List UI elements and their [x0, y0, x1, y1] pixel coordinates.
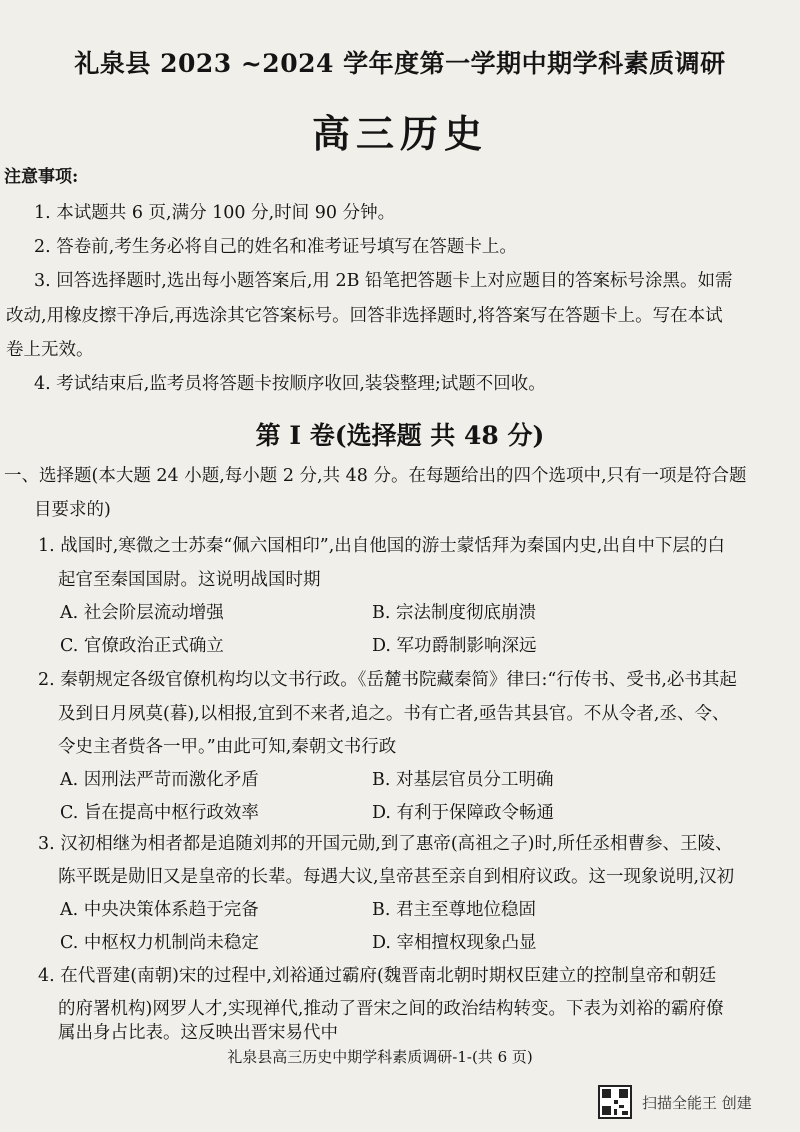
option-c: C. 中枢权力机制尚未稳定 [60, 933, 259, 953]
question-text: 起官至秦国国尉。这说明战国时期 [58, 570, 321, 590]
section-title: 第 I 卷(选择题 共 48 分) [255, 421, 545, 450]
section-intro: 目要求的) [34, 500, 111, 520]
question-text: 1. 战国时,寒微之士苏秦“佩六国相印”,出自他国的游士蒙恬拜为秦国内史,出自中下层的白 [38, 536, 725, 556]
exam-title: 礼泉县 2023 ~2024 学年度第一学期中期学科素质调研 [74, 49, 726, 78]
question-text: 令史主者赀各一甲。”由此可知,秦朝文书行政 [58, 737, 397, 757]
question-text: 及到日月夙莫(暮),以相报,宜到不来者,追之。书有亡者,亟告其县官。不从令者,丞、令、 [58, 704, 730, 724]
option-a: A. 社会阶层流动增强 [60, 603, 224, 623]
notes-title: 注意事项: [4, 167, 79, 187]
question-text: 3. 汉初相继为相者都是追随刘邦的开国元勋,到了惠帝(高祖之子)时,所任丞相曹参、王陵、 [38, 834, 733, 854]
note-line: 3. 回答选择题时,选出每小题答案后,用 2B 铅笔把答题卡上对应题目的答案标号涂黑。如需 [34, 271, 733, 291]
question-text: 陈平既是勋旧又是皇帝的长辈。每遇大议,皇帝甚至亲自到相府议政。这一现象说明,汉初 [58, 867, 735, 887]
question-text: 4. 在代晋建(南朝)宋的过程中,刘裕通过霸府(魏晋南北朝时期权臣建立的控制皇帝和朝廷 [38, 966, 717, 986]
note-line: 2. 答卷前,考生务必将自己的姓名和准考证号填写在答题卡上。 [34, 237, 517, 257]
option-c: C. 旨在提高中枢行政效率 [60, 803, 259, 823]
option-d: D. 宰相擅权现象凸显 [372, 933, 537, 953]
option-d: D. 有利于保障政令畅通 [372, 803, 555, 823]
option-b: B. 对基层官员分工明确 [372, 770, 554, 790]
qr-code-icon [598, 1085, 632, 1119]
question-text: 2. 秦朝规定各级官僚机构均以文书行政。《岳麓书院藏秦简》律曰:“行传书、受书,必书其起 [38, 670, 737, 690]
page-footer: 礼泉县高三历史中期学科素质调研-1-(共 6 页) [227, 1048, 533, 1066]
subject-title: 高三历史 [311, 111, 488, 156]
option-c: C. 官僚政治正式确立 [60, 636, 224, 656]
option-a: A. 中央决策体系趋于完备 [60, 900, 259, 920]
question-text: 的府署机构)网罗人才,实现禅代,推动了晋宋之间的政治结构转变。下表为刘裕的霸府僚 [58, 999, 724, 1019]
scanner-watermark [598, 1082, 798, 1122]
watermark-text: 扫描全能王 创建 [642, 1093, 752, 1112]
note-line: 卷上无效。 [6, 340, 94, 360]
note-line: 4. 考试结束后,监考员将答题卡按顺序收回,装袋整理;试题不回收。 [34, 374, 546, 394]
question-text: 属出身占比表。这反映出晋宋易代中 [58, 1023, 338, 1043]
note-line: 改动,用橡皮擦干净后,再选涂其它答案标号。回答非选择题时,将答案写在答题卡上。写在本试 [6, 306, 723, 326]
option-b: B. 君主至尊地位稳固 [372, 900, 536, 920]
note-line: 1. 本试题共 6 页,满分 100 分,时间 90 分钟。 [34, 203, 396, 223]
section-intro: 一、选择题(本大题 24 小题,每小题 2 分,共 48 分。在每题给出的四个选项中,只有一项是符合题 [4, 466, 747, 486]
option-b: B. 宗法制度彻底崩溃 [372, 603, 536, 623]
option-d: D. 军功爵制影响深远 [372, 636, 537, 656]
option-a: A. 因刑法严苛而激化矛盾 [60, 770, 259, 790]
